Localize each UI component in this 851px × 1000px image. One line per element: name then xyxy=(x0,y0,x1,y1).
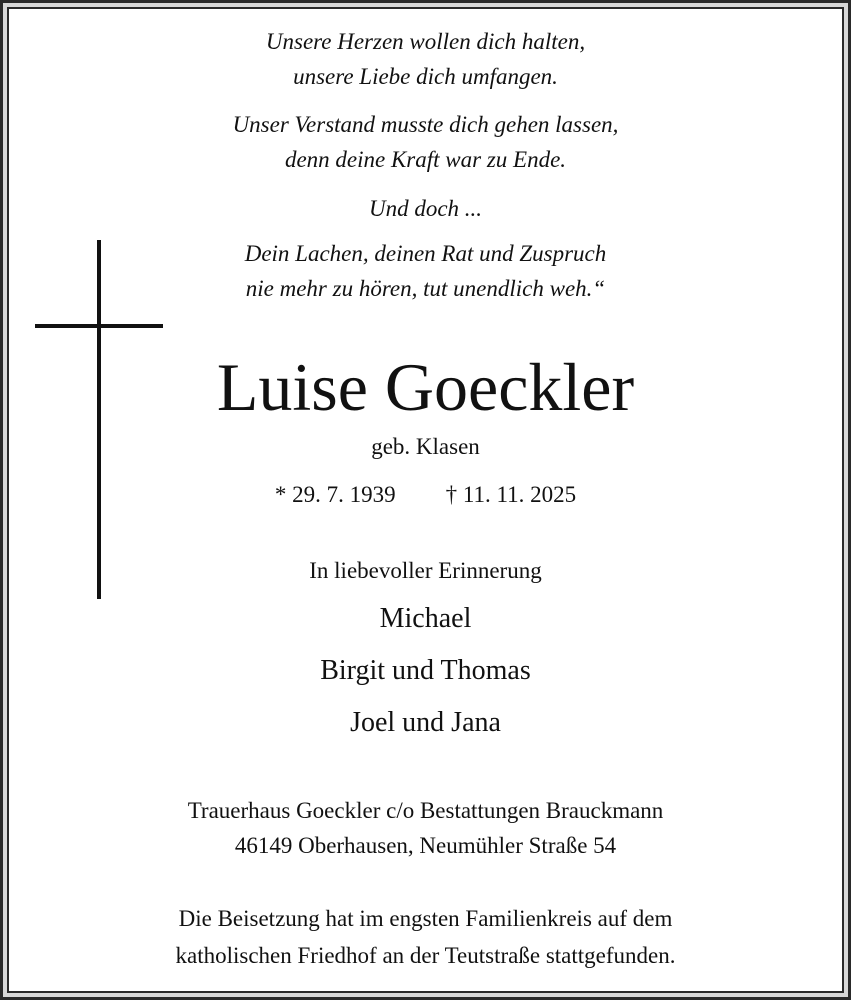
address-line: 46149 Oberhausen, Neumühler Straße 54 xyxy=(234,833,617,858)
cross-icon-horizontal xyxy=(35,324,163,328)
family-member: Joel und Jana xyxy=(350,707,501,738)
poem-line: denn deine Kraft war zu Ende. xyxy=(284,147,567,172)
poem-line: Dein Lachen, deinen Rat und Zuspruch xyxy=(244,241,607,266)
family-member: Birgit und Thomas xyxy=(320,655,531,686)
burial-note: Die Beisetzung hat im engsten Familienkreis auf dem xyxy=(178,906,673,931)
life-dates xyxy=(0,482,851,508)
remembrance-text: In liebevoller Erinnerung xyxy=(309,558,542,583)
poem-line: nie mehr zu hören, tut unendlich weh.“ xyxy=(245,276,606,301)
poem-line: Unsere Herzen wollen dich halten, xyxy=(265,29,586,54)
birth-date: * 29. 7. 1939 xyxy=(274,482,396,507)
address-line: Trauerhaus Goeckler c/o Bestattungen Brauckmann xyxy=(187,798,664,823)
family-member: Michael xyxy=(379,603,472,634)
poem-line: Und doch ... xyxy=(368,196,483,221)
poem-line: unsere Liebe dich umfangen. xyxy=(293,64,558,89)
death-date: † 11. 11. 2025 xyxy=(445,482,577,507)
birth-name: geb. Klasen xyxy=(371,434,480,459)
deceased-name: Luise Goeckler xyxy=(216,349,635,425)
burial-note: katholischen Friedhof an der Teutstraße stattgefunden. xyxy=(175,943,676,968)
poem-line: Unser Verstand musste dich gehen lassen, xyxy=(232,112,619,137)
